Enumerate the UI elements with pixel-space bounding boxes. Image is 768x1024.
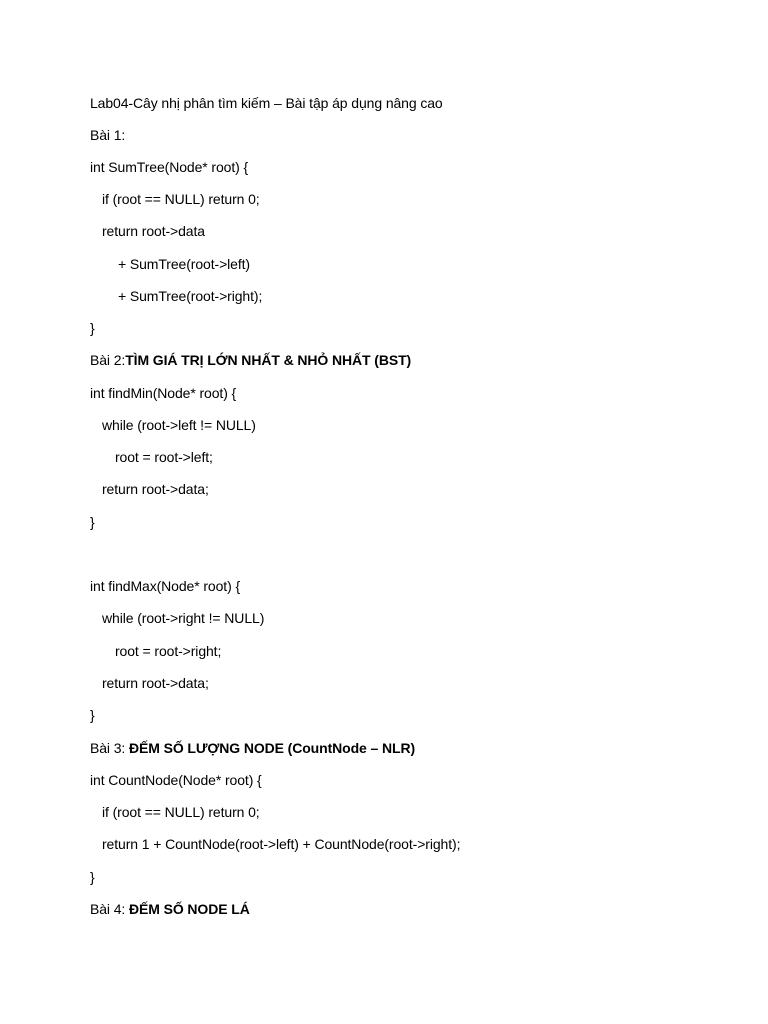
- code-line: int CountNode(Node* root) {: [90, 772, 262, 788]
- code-line: }: [90, 707, 95, 723]
- code-line: }: [90, 869, 95, 885]
- code-line: int SumTree(Node* root) {: [90, 159, 249, 175]
- exercise-3-title: ĐẾM SỐ LƯỢNG NODE (CountNode – NLR): [129, 740, 416, 756]
- code-line: }: [90, 320, 95, 336]
- exercise-2-title: TÌM GIÁ TRỊ LỚN NHẤT & NHỎ NHẤT (BST): [125, 352, 412, 368]
- code-line: int findMax(Node* root) {: [90, 578, 241, 594]
- code-line: return root->data;: [102, 481, 209, 497]
- code-line: + SumTree(root->left): [118, 256, 250, 272]
- code-line: if (root == NULL) return 0;: [102, 191, 260, 207]
- code-line: + SumTree(root->right);: [118, 288, 263, 304]
- code-line: }: [90, 514, 95, 530]
- code-line: return root->data: [102, 223, 205, 239]
- code-line: root = root->left;: [115, 449, 213, 465]
- exercise-3-heading: [90, 739, 415, 757]
- exercise-4-heading: [90, 900, 250, 918]
- code-line: if (root == NULL) return 0;: [102, 804, 260, 820]
- code-line: while (root->left != NULL): [102, 417, 256, 433]
- code-line: root = root->right;: [115, 643, 222, 659]
- exercise-2-label: Bài 2:: [90, 352, 126, 368]
- document-title: Lab04-Cây nhị phân tìm kiếm – Bài tập áp dụng nâng cao: [90, 95, 443, 111]
- exercise-4-title: ĐẾM SỐ NODE LÁ: [129, 901, 250, 917]
- code-line: return 1 + CountNode(root->left) + CountNode(root->right);: [102, 836, 461, 852]
- code-line: int findMin(Node* root) {: [90, 385, 237, 401]
- code-line: while (root->right != NULL): [102, 610, 265, 626]
- exercise-4-label: Bài 4:: [90, 901, 129, 917]
- code-line: return root->data;: [102, 675, 209, 691]
- exercise-1-label: Bài 1:: [90, 127, 126, 143]
- exercise-2-heading: [90, 351, 411, 369]
- exercise-3-label: Bài 3:: [90, 740, 129, 756]
